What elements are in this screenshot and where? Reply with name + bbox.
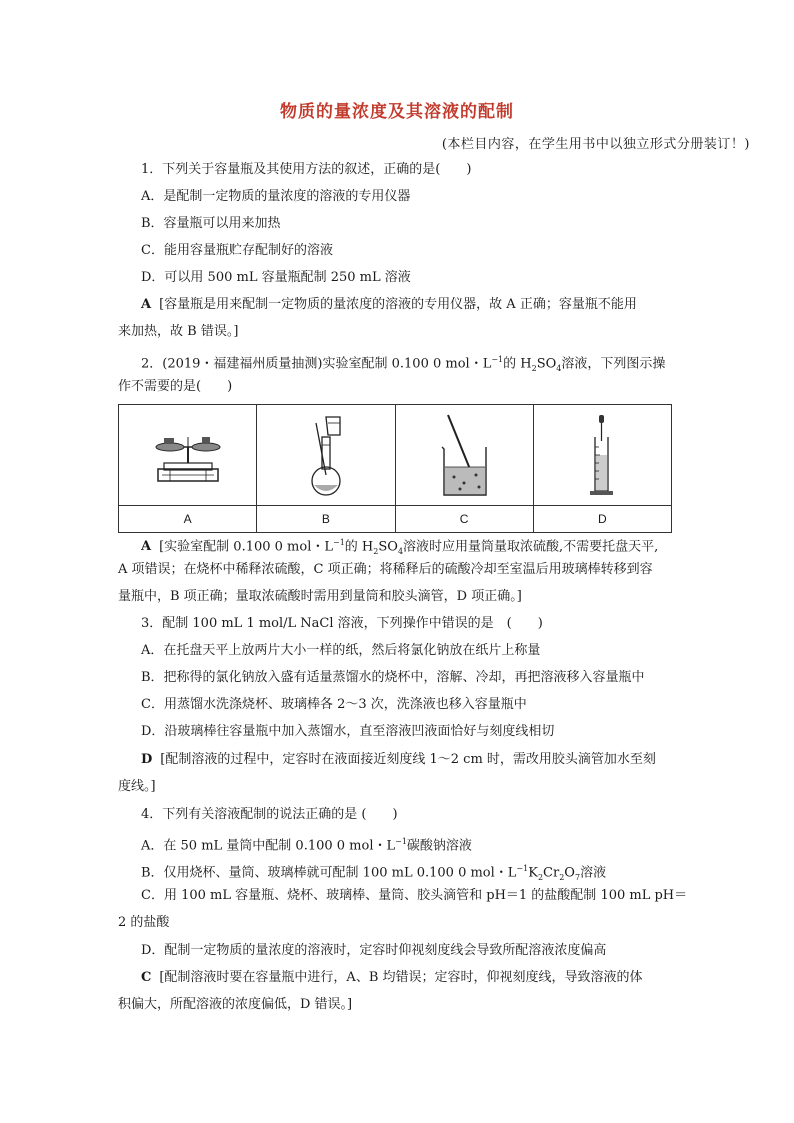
q3-answer-cont: 度线。] <box>118 779 156 794</box>
q2-stem-sup: −1 <box>491 355 504 364</box>
q4-answer-text: [配制溶液时要在容量瓶中进行，A、B 均错误；定容时，仰视刻度线，导致溶液的体 <box>159 970 643 985</box>
figure-cell-d <box>533 405 671 506</box>
q2-answer-cont: A 项错误；在烧杯中稀释浓硫酸，C 项正确；将稀释后的硫酸冷却至室温后用玻璃棒转移到容 <box>118 562 653 577</box>
q1-answer-cont: 来加热，故 B 错误。] <box>118 324 239 339</box>
q1-option-c: C．能用容量瓶贮存配制好的溶液 <box>141 243 333 258</box>
q4-option-a-text: A．在 50 mL 量筒中配制 0.100 0 mol・L <box>141 838 396 854</box>
figure-cell-c <box>395 405 533 506</box>
q1-answer-text: [容量瓶是用来配制一定物质的量浓度的溶液的专用仪器，故 A 正确；容量瓶不能用 <box>159 297 637 312</box>
q1-option-d: D．可以用 500 mL 容量瓶配制 250 mL 溶液 <box>141 270 411 285</box>
q4-option-b-sub: 2 <box>559 872 565 882</box>
q2-stem-text: 的 H <box>503 356 532 372</box>
page-subtitle: (本栏目内容，在学生用书中以独立形式分册装订！) <box>441 137 750 152</box>
q2-stem-sub: 2 <box>531 363 537 373</box>
q3-answer <box>141 750 713 770</box>
q3-option-c: C．用蒸馏水洗涤烧杯、玻璃棒各 2～3 次，洗涤液也移入容量瓶中 <box>141 697 527 712</box>
q4-option-a <box>141 832 713 856</box>
q4-option-b-text: Cr <box>543 865 560 881</box>
q4-option-b-text: K <box>528 865 538 881</box>
q3-option-a: A．在托盘天平上放两片大小一样的纸，然后将氯化钠放在纸片上称量 <box>141 643 541 658</box>
q4-answer-letter: C <box>141 970 152 985</box>
page-title: 物质的量浓度及其溶液的配制 <box>280 102 514 122</box>
figure-cell-a <box>119 405 257 506</box>
figure-label-d: D <box>533 506 671 533</box>
q3-option-d: D．沿玻璃棒往容量瓶中加入蒸馏水，直至溶液凹液面恰好与刻度线相切 <box>141 724 555 739</box>
q3-stem: 3．配制 100 mL 1 mol/L NaCl 溶液，下列操作中错误的是 ( ) <box>141 616 543 631</box>
figure-cell-b <box>257 405 395 506</box>
q2-stem-text: 溶液，下列图示操 <box>561 356 666 372</box>
q4-option-b-text: O <box>564 865 575 881</box>
q1-option-a: A．是配制一定物质的量浓度的溶液的专用仪器 <box>141 189 411 204</box>
figure-label-b: B <box>257 506 395 533</box>
q3-option-b: B．把称得的氯化钠放入盛有适量蒸馏水的烧杯中，溶解、冷却，再把溶液移入容量瓶中 <box>141 670 645 685</box>
q4-answer-cont: 积偏大，所配溶液的浓度偏低，D 错误。] <box>118 997 353 1012</box>
q2-stem <box>141 350 713 379</box>
q4-option-b-sup: −1 <box>516 864 529 873</box>
volumetric-flask-icon <box>296 411 356 499</box>
q1-answer-letter: A <box>141 297 152 312</box>
q4-option-b-text: 溶液 <box>580 865 607 881</box>
graduated-cylinder-icon <box>582 411 622 499</box>
q1-stem: 1．下列关于容量瓶及其使用方法的叙述，正确的是( ) <box>141 162 472 177</box>
q1-answer <box>141 295 713 315</box>
q2-stem-text: 2．(2019・福建福州质量抽测)实验室配制 0.100 0 mol・L <box>141 356 492 372</box>
q4-option-b-sub: 7 <box>574 872 581 882</box>
q2-stem-text: SO <box>536 356 557 372</box>
q2-answer <box>141 533 713 562</box>
q2-figure-table <box>118 404 672 533</box>
q2-stem-sub: 4 <box>556 363 562 373</box>
q2-answer-letter: A <box>141 539 152 555</box>
q2-answer-text: SO <box>378 539 398 555</box>
q4-option-c: C．用 100 mL 容量瓶、烧杯、玻璃棒、量筒、胶头滴管和 pH＝1 的盐酸配制 100 mL pH＝ <box>141 888 688 903</box>
balance-icon <box>150 425 226 485</box>
q2-answer-sub: 2 <box>373 546 379 556</box>
beaker-stirring-icon <box>434 411 494 499</box>
q2-answer-text: 溶液时应用量筒量取浓硫酸,不需要托盘天平, <box>403 539 659 555</box>
q1-option-b: B．容量瓶可以用来加热 <box>141 216 281 231</box>
q2-answer-text: [实验室配制 0.100 0 mol・L <box>159 539 333 555</box>
q4-option-a-sup: −1 <box>395 837 407 846</box>
q4-option-b-sub: 2 <box>537 872 544 882</box>
q4-stem: 4．下列有关溶液配制的说法正确的是 ( ) <box>141 807 398 822</box>
q4-option-b <box>141 859 713 888</box>
q3-answer-letter: D <box>141 752 153 767</box>
q2-answer-sup: −1 <box>333 538 345 547</box>
q2-stem-cont: 作不需要的是( ) <box>118 379 233 394</box>
q4-option-d: D．配制一定物质的量浓度的溶液时，定容时仰视刻度线会导致所配溶液浓度偏高 <box>141 943 607 958</box>
q4-option-a-text: 碳酸钠溶液 <box>406 838 472 854</box>
q4-option-b-text: B．仅用烧杯、量筒、玻璃棒就可配制 100 mL 0.100 0 mol・L <box>141 865 517 881</box>
q2-answer-sub: 4 <box>397 546 404 556</box>
figure-label-a: A <box>119 506 257 533</box>
q3-answer-text: [配制溶液的过程中，定容时在液面接近刻度线 1～2 cm 时，需改用胶头滴管加水至刻 <box>160 752 656 767</box>
q2-answer-text: 的 H <box>344 539 374 555</box>
q4-answer <box>141 968 713 988</box>
figure-label-c: C <box>395 506 533 533</box>
q2-answer-cont: 量瓶中，B 项正确；量取浓硫酸时需用到量筒和胶头滴管，D 项正确。] <box>118 589 522 604</box>
q4-option-c-cont: 2 的盐酸 <box>118 915 170 930</box>
